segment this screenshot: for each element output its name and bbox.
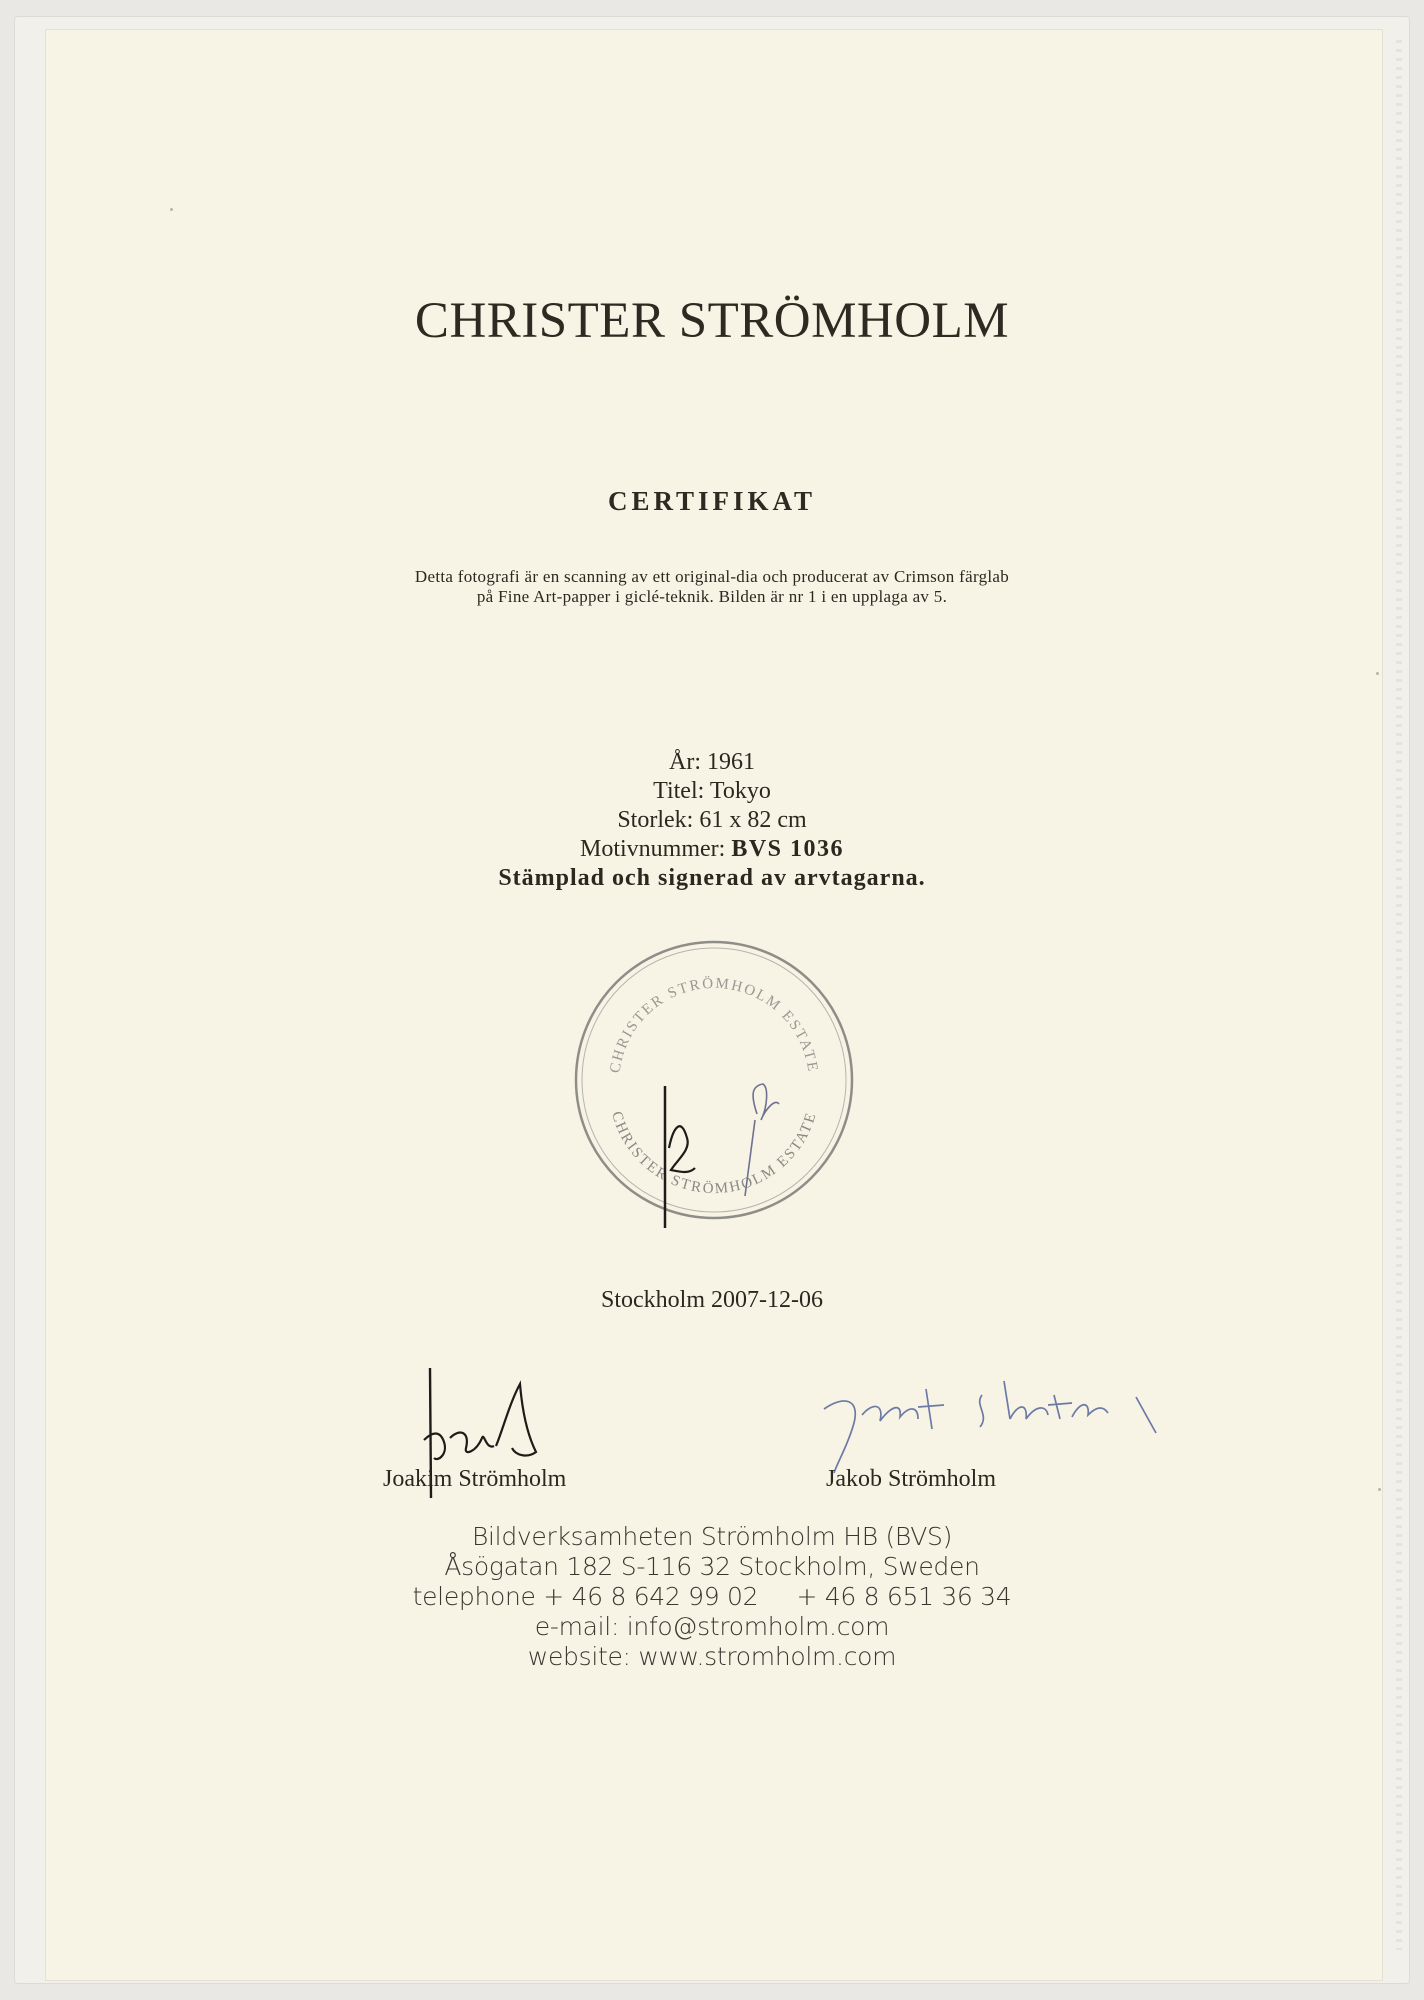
year-label: År: xyxy=(669,749,701,775)
motif-row xyxy=(0,835,1424,864)
intro-text xyxy=(0,567,1424,607)
estate-stamp xyxy=(569,938,859,1228)
paper-speck xyxy=(1378,1488,1381,1491)
stamp-signature-stroke xyxy=(669,1126,695,1172)
motif-label: Motivnummer: xyxy=(579,836,726,862)
title-row xyxy=(0,777,1424,806)
year-row xyxy=(0,748,1424,777)
stamp-text-bottom: CHRISTER STRÖMHOLM ESTATE xyxy=(608,1109,820,1198)
motif-value: BVS 1036 xyxy=(731,836,844,862)
year-value: 1961 xyxy=(707,749,755,775)
footer-email: e-mail: info@stromholm.com xyxy=(534,1612,890,1641)
intro-line-1: Detta fotografi är en scanning av ett original-dia och producerat av Crimson färglab xyxy=(414,567,1010,586)
footer-website: website: www.stromholm.com xyxy=(527,1642,897,1671)
size-value: 61 x 82 cm xyxy=(699,807,807,833)
stamp-text-top: CHRISTER STRÖMHOLM ESTATE xyxy=(607,975,821,1075)
title-value: Tokyo xyxy=(709,778,771,804)
signatory-name-jakob: Jakob Strömholm xyxy=(826,1466,997,1492)
place-and-date: Stockholm 2007-12-06 xyxy=(601,1287,823,1313)
intro-line-2: på Fine Art-papper i giclé-teknik. Bilden är nr 1 i en upplaga av 5. xyxy=(476,587,948,606)
artwork-details xyxy=(0,748,1424,893)
size-label: Storlek: xyxy=(617,807,694,833)
artist-name: CHRISTER STRÖMHOLM xyxy=(414,293,1010,349)
paper-speck xyxy=(1376,672,1379,675)
publisher-footer xyxy=(0,1522,1424,1672)
signature-jakob xyxy=(814,1375,1174,1475)
paper-speck xyxy=(170,208,173,211)
signatory-name-joakim: Joakim Strömholm xyxy=(383,1466,567,1492)
footer-address: Åsögatan 182 S-116 32 Stockholm, Sweden xyxy=(444,1552,980,1581)
size-row xyxy=(0,806,1424,835)
footer-company: Bildverksamheten Strömholm HB (BVS) xyxy=(471,1522,953,1551)
stamp-signature-stroke xyxy=(753,1084,779,1120)
stamp-note: Stämplad och signerad av arvtagarna. xyxy=(498,865,926,891)
title-label: Titel: xyxy=(653,778,705,804)
footer-telephone: telephone + 46 8 642 99 02 + 46 8 651 36 34 xyxy=(412,1582,1012,1611)
certificate-heading: CERTIFIKAT xyxy=(607,486,817,516)
